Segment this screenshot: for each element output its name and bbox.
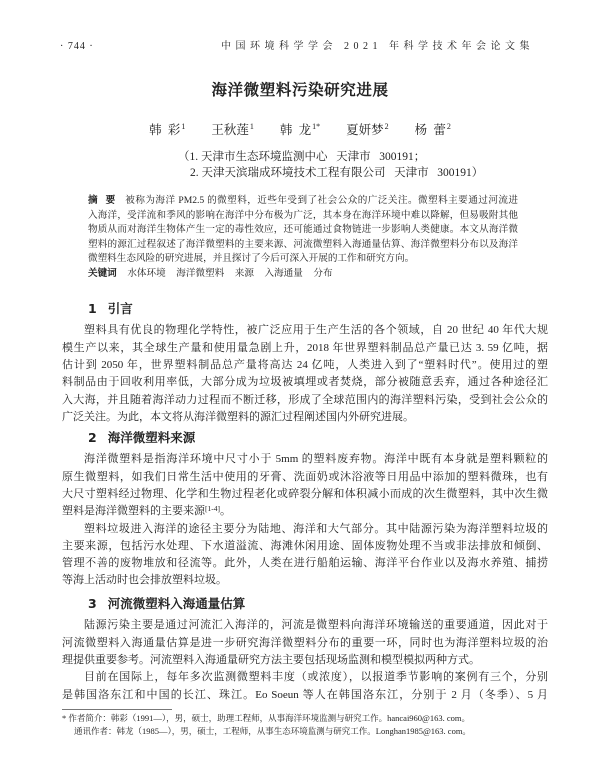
author — [149, 121, 185, 139]
body-line: 理提供重要参考。河流塑料入海通量研究方法主要包括现场监测和模型模拟两种方式。 — [62, 653, 480, 666]
section-heading-sources — [88, 429, 195, 447]
section-number: 3 — [88, 596, 97, 611]
footnotes — [62, 712, 542, 738]
keyword: 水体环境 — [127, 267, 166, 279]
body-line: 目前在国际上，每年多次监测微塑料丰度（或浓度），以报道季节影响的案例有三个，分别 — [84, 671, 548, 684]
abstract-text: 被称为海洋 PM2.5 的微塑料，近些年受到了社会公众的广泛关注。微塑料主要通过河流进 — [125, 195, 518, 206]
section-number: 2 — [88, 430, 97, 445]
affiliation-mark: 2 — [446, 122, 451, 131]
section-title: 河流微塑料入海通量估算 — [107, 596, 246, 611]
author-name: 韩 彩 — [149, 123, 181, 137]
author — [280, 121, 320, 139]
author — [415, 121, 451, 139]
page-number: · 744 · — [60, 41, 94, 52]
section-title: 海洋微塑料来源 — [107, 430, 196, 445]
body-line — [62, 503, 548, 520]
keywords — [88, 267, 518, 282]
keyword: 分布 — [313, 267, 333, 279]
author-name: 夏妍梦 — [346, 123, 384, 137]
body-line: 大尺寸塑料经过物理、化学和生物过程老化或碎裂分解和体积减小而成的次生微塑料，其中次生微 — [62, 487, 548, 500]
body-line: 料制品由于回收利用率低，大部分成为垃圾被填埋或者焚烧，部分被随意丢弃，通过各种途径汇 — [62, 376, 548, 389]
citation-mark: [1-4] — [205, 504, 220, 514]
body-line: 管理不善的废物堆放和径流等。此外，人类在进行船舶运输、海洋平台作业以及海水养殖、捕捞 — [62, 557, 548, 570]
affiliation-mark: 1* — [312, 122, 321, 131]
body-line: 入大海，并且随着海洋动力过程而不断迁移，形成了全球范围内的海洋塑料污染，受到社会公众的 — [62, 393, 548, 406]
section-number: 1 — [88, 301, 97, 316]
author-name: 杨 蕾 — [414, 123, 446, 137]
affiliations — [178, 149, 483, 181]
keyword: 海洋微塑料 — [176, 267, 225, 279]
affiliation-line: 2. 天津天滨瑞成环境技术工程有限公司 天津市 300191） — [190, 167, 484, 179]
section-body-introduction — [62, 322, 548, 426]
section-body-sources — [62, 451, 548, 589]
affiliation-line: （1. 天津市生态环境监测中心 天津市 300191； — [178, 151, 426, 163]
section-heading-introduction — [88, 300, 133, 318]
body-line: 塑料具有优良的物理化学特性，被广泛应用于生产生活的各个领域，自 20 世纪 40 年代大规 — [84, 324, 548, 337]
body-line: 原生微塑料，如我们日常生活中使用的牙膏、洗面奶或沐浴液等日用品中添加的塑料微珠，也有 — [62, 470, 548, 483]
body-text: 。 — [220, 505, 231, 518]
footnote-corresponding-author: 通讯作者：韩龙（1985—），男，硕士，工程师，从事生态环境监测与研究工作。Longhan1985@163. com。 — [74, 726, 471, 736]
abstract — [88, 194, 518, 281]
body-line: 陆源污染主要是通过河流汇入海洋的，河流是微塑料向海洋环境输送的重要通道，因此对于 — [84, 619, 548, 632]
body-line: 是韩国洛东江和中国的长江、珠江。Eo Soeun 等人在韩国洛东江，分别于 2 月（冬季）、5 月 — [62, 688, 548, 701]
abstract-line: 物质从而对海洋生物体产生一定的毒性效应，还可能通过食物链进一步影响人类健康。本文从海洋微 — [88, 224, 518, 235]
author-name: 韩 龙 — [279, 123, 312, 137]
author-name: 王秋莲 — [211, 123, 249, 137]
body-line: 广泛关注。为此，本文将从海洋微塑料的源汇过程阐述国内外研究进展。 — [62, 410, 414, 423]
body-text: 塑料是海洋微塑料的主要来源 — [62, 505, 205, 518]
affiliation-mark: 1 — [181, 122, 186, 131]
footnote-rule — [62, 709, 172, 710]
paper-title: 海洋微塑料污染研究进展 — [211, 81, 389, 99]
section-title: 引言 — [107, 301, 133, 316]
keyword: 入海通量 — [264, 267, 303, 279]
abstract-line — [88, 194, 518, 209]
body-line: 模生产以来，其全球生产量和使用量急剧上升，2018 年世界塑料制品总产量已达 3. 59 亿吨，据 — [62, 341, 548, 354]
body-line: 等海上活动时也会排放塑料垃圾。 — [62, 574, 227, 587]
body-line: 河流微塑料入海通量估算是进一步研究海洋微塑料分布的重要一环，同时也为海洋塑料垃圾的治 — [62, 636, 548, 649]
affiliation-mark: 2 — [384, 122, 389, 131]
body-line: 主要来源，包括污水处理、下水道溢流、海滩休闲用途、固体废物处理不当或非法排放和倾倒、 — [62, 539, 548, 552]
affiliation-mark: 1 — [249, 122, 254, 131]
body-line: 塑料垃圾进入海洋的途径主要分为陆地、海洋和大气部分。其中陆源污染为海洋塑料垃圾的 — [84, 522, 548, 535]
section-heading-flux-estimation — [88, 595, 245, 613]
body-line: 海洋微塑料是指海洋环境中尺寸小于 5mm 的塑料废弃物。海洋中既有本身就是塑料颗粒的 — [84, 453, 548, 466]
keyword: 来源 — [234, 267, 254, 279]
author — [346, 121, 389, 139]
author-list — [0, 121, 600, 139]
abstract-line: 入海洋，受洋流和季风的影响在海洋中分布极为广泛，其本身在海洋环境中难以降解，但易吸附其他 — [88, 209, 518, 221]
abstract-line: 微塑料生态风险的研究进展，并且探讨了今后可深入开展的工作和研究方向。 — [88, 253, 415, 264]
author — [211, 121, 254, 139]
abstract-line: 塑料的源汇过程叙述了海洋微塑料的主要来源、河流微塑料入海通量估算、海洋微塑料分布以及海洋 — [88, 238, 518, 250]
body-line: 估计到 2050 年，世界塑料制品总产量将高达 24 亿吨，人类进入到了“塑料时代”。使用过的塑 — [62, 358, 548, 371]
footnote-author-info: * 作者简介：韩彩（1991—），男，硕士，助理工程师，从事海洋环境监测与研究工作。hancai960@163. com。 — [62, 713, 471, 723]
keywords-label: 关键词 — [88, 267, 117, 279]
section-body-flux-estimation — [62, 617, 548, 703]
running-header: 中国环境科学学会 2021 年科学技术年会论文集 — [221, 41, 534, 52]
abstract-label: 摘 要 — [88, 195, 116, 206]
